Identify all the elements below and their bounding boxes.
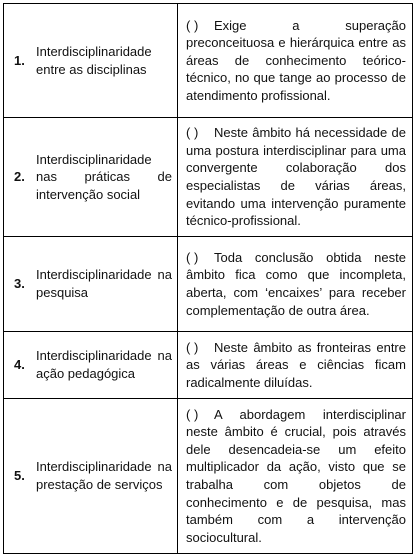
table-row (4, 332, 413, 399)
term-number: 1. (14, 52, 25, 68)
term-number: 3. (14, 276, 25, 292)
description-text: Toda conclusão obtida neste âmbito fica como que incompleta, aberta, com ‘encaixes’ para receber complementação de outra área. (186, 249, 406, 318)
answer-blank[interactable]: ( ) (186, 406, 199, 422)
description-text: A abordagem interdisciplinar neste âmbito é crucial, pois através dele desencadeia-se um efeito multiplicador da ação, visto que se trabalha com objetos de conhecimento e de pesquisa, mas também com a intervenção sociocultural. (186, 406, 406, 545)
term-label: Interdisciplinaridade na ação pedagógica (36, 348, 172, 381)
term-cell (4, 118, 178, 237)
table-row (4, 4, 413, 118)
term-label: Interdisciplinaridade na prestação de serviços (36, 459, 172, 492)
term-label: Interdisciplinaridade na pesquisa (36, 267, 172, 300)
description-text: Neste âmbito as fronteiras entre as várias áreas e ciências ficam radicalmente diluídas. (186, 339, 406, 390)
description-cell (178, 118, 413, 237)
table-row (4, 118, 413, 237)
term-label: Interdisciplinaridade nas práticas de intervenção social (36, 151, 172, 202)
term-cell (4, 237, 178, 332)
term-number: 4. (14, 357, 25, 373)
matching-table (3, 3, 413, 554)
answer-blank[interactable]: ( ) (186, 339, 199, 355)
description-text: Exige a superação preconceituosa e hierárquica entre as áreas de conhecimento teórico-técnico, no que tange ao processo de atendimento profissional. (186, 17, 406, 103)
description-cell (178, 4, 413, 118)
term-cell (4, 4, 178, 118)
term-cell (4, 399, 178, 554)
answer-blank[interactable]: ( ) (186, 249, 199, 265)
term-label: Interdisciplinaridade entre as disciplinas (36, 43, 152, 77)
term-number: 5. (14, 468, 25, 484)
table-row (4, 399, 413, 554)
description-text: Neste âmbito há necessidade de uma postura interdisciplinar para uma convergente colaboração dos especialistas de várias áreas, evitando uma intervenção puramente técnico-profissional. (186, 125, 406, 229)
term-cell (4, 332, 178, 399)
description-cell (178, 237, 413, 332)
term-number: 2. (14, 169, 25, 185)
table-row (4, 237, 413, 332)
answer-blank[interactable]: ( ) (186, 17, 199, 33)
description-cell (178, 399, 413, 554)
answer-blank[interactable]: ( ) (186, 125, 199, 141)
description-cell (178, 332, 413, 399)
